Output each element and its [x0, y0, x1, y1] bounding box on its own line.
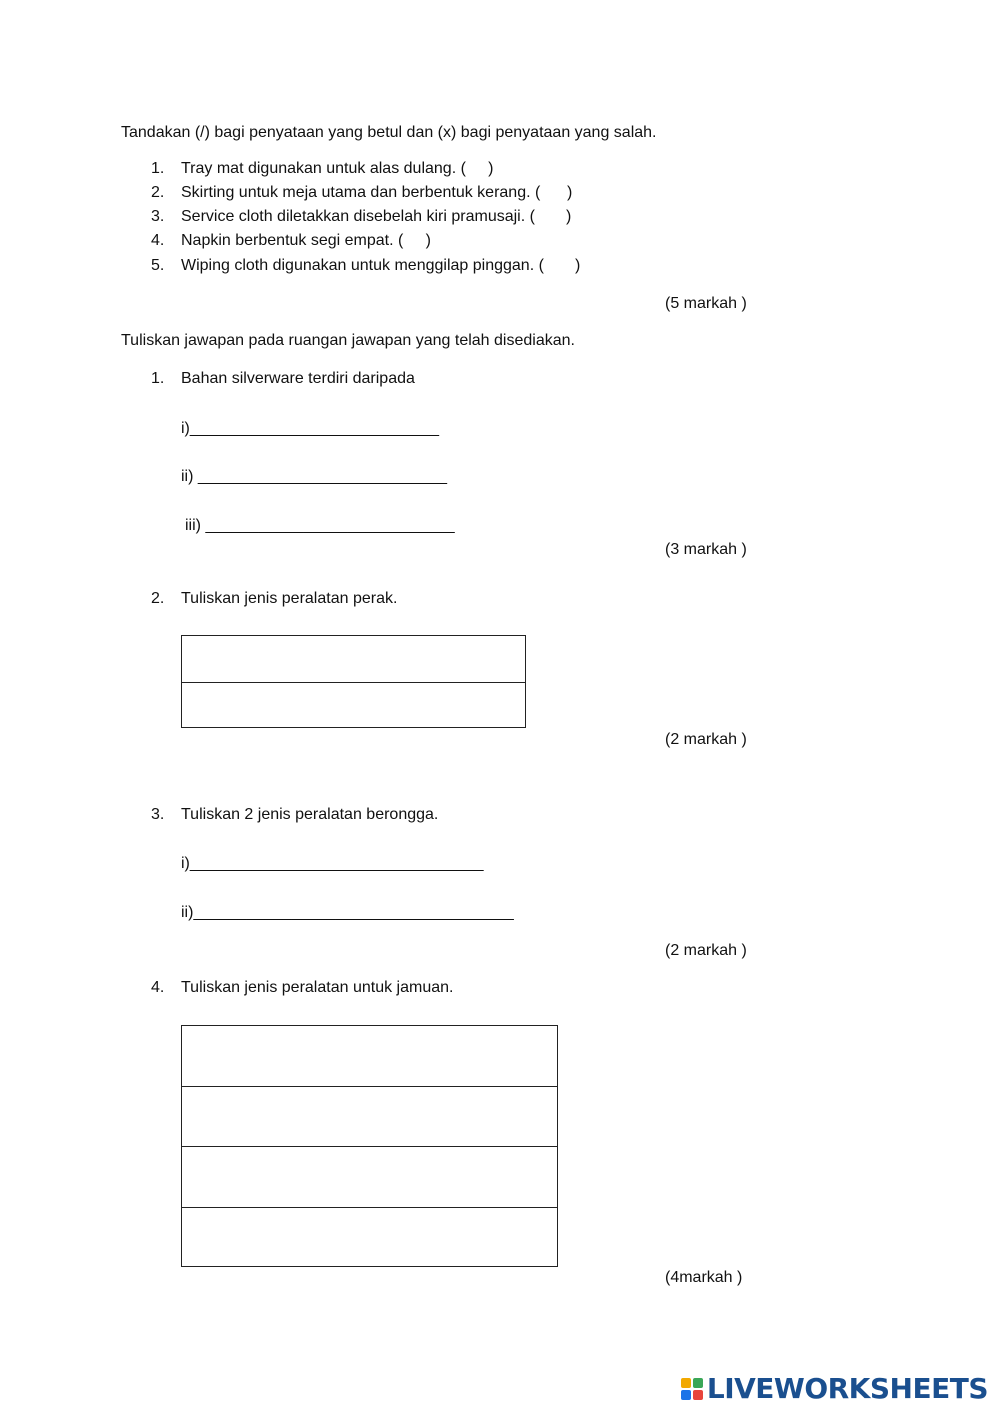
marks-question-1: (3 markah )	[665, 541, 747, 558]
question-number: 3.	[151, 806, 165, 823]
statement-1: Tray mat digunakan untuk alas dulang. ( )	[181, 160, 494, 177]
logo-square-icon	[693, 1378, 703, 1388]
statement-number: 3.	[151, 208, 165, 225]
question-number: 4.	[151, 979, 165, 996]
statement-number: 5.	[151, 257, 165, 274]
answer-cell[interactable]	[182, 1086, 557, 1146]
question-number: 1.	[151, 370, 165, 387]
statement-number: 2.	[151, 184, 165, 201]
statement-number: 1.	[151, 160, 165, 177]
marks-question-3: (2 markah )	[665, 942, 747, 959]
statement-4: Napkin berbentuk segi empat. ( )	[181, 232, 431, 249]
liveworksheets-logo-icon	[681, 1378, 703, 1400]
statement-2: Skirting untuk meja utama dan berbentuk kerang. ( )	[181, 184, 573, 201]
answer-table-q2	[181, 635, 526, 728]
statement-3: Service cloth diletakkan disebelah kiri pramusaji. ( )	[181, 208, 572, 225]
instruction-2: Tuliskan jawapan pada ruangan jawapan yang telah disediakan.	[121, 332, 575, 349]
question-4-text: Tuliskan jenis peralatan untuk jamuan.	[181, 979, 454, 996]
answer-line-iii[interactable]: iii) ____________________________	[185, 517, 455, 534]
question-number: 2.	[151, 590, 165, 607]
marks-question-4: (4markah )	[665, 1269, 743, 1286]
answer-cell[interactable]	[182, 636, 525, 682]
logo-square-icon	[681, 1378, 691, 1388]
liveworksheets-logo	[681, 1372, 988, 1405]
answer-cell[interactable]	[182, 1207, 557, 1266]
answer-line-i[interactable]: i)_________________________________	[181, 855, 484, 872]
answer-cell[interactable]	[182, 1026, 557, 1086]
answer-cell[interactable]	[182, 1146, 557, 1207]
question-3-text: Tuliskan 2 jenis peralatan berongga.	[181, 806, 439, 823]
brand-name: LIVEWORKSHEETS	[706, 1372, 988, 1405]
logo-square-icon	[681, 1390, 691, 1400]
logo-square-icon	[693, 1390, 703, 1400]
question-1-text: Bahan silverware terdiri daripada	[181, 370, 415, 387]
statement-number: 4.	[151, 232, 165, 249]
instruction-1: Tandakan (/) bagi penyataan yang betul dan (x) bagi penyataan yang salah.	[121, 124, 657, 141]
marks-question-2: (2 markah )	[665, 731, 747, 748]
marks-section-1: (5 markah )	[665, 295, 747, 312]
answer-line-ii[interactable]: ii) ____________________________	[181, 468, 448, 485]
answer-cell[interactable]	[182, 682, 525, 728]
question-2-text: Tuliskan jenis peralatan perak.	[181, 590, 398, 607]
answer-line-i[interactable]: i)____________________________	[181, 420, 440, 437]
statement-5: Wiping cloth digunakan untuk menggilap pinggan. ( )	[181, 257, 581, 274]
answer-line-ii[interactable]: ii)____________________________________	[181, 904, 514, 921]
answer-table-q4	[181, 1025, 558, 1267]
